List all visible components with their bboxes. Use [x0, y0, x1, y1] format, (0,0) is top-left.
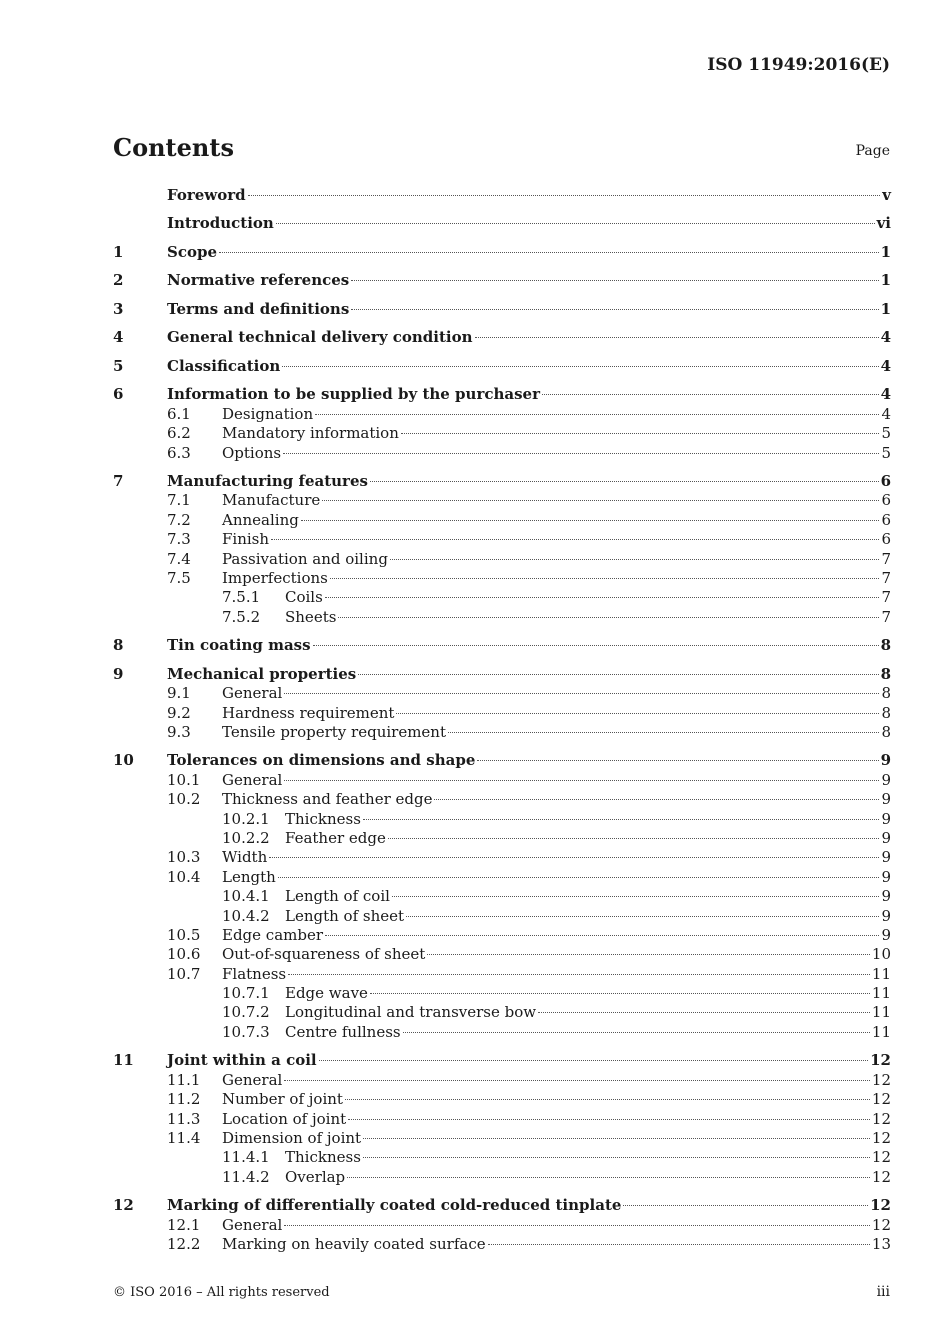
toc-entry-title: Finish — [222, 530, 270, 549]
toc-dot-leader — [448, 732, 879, 733]
toc-entry-number: 7.3 — [167, 530, 191, 549]
toc-dot-leader — [271, 539, 879, 540]
toc-entry-title: Location of joint — [222, 1109, 347, 1128]
toc-entry-title: Annealing — [222, 510, 299, 529]
toc-entry[interactable] — [113, 751, 891, 770]
toc-entry[interactable] — [113, 1023, 891, 1042]
toc-entry-number: 6 — [113, 385, 124, 404]
toc-entry-page: 13 — [871, 1234, 891, 1253]
toc-entry[interactable] — [113, 444, 891, 463]
toc-dot-leader — [406, 916, 879, 917]
toc-entry-page: 4 — [880, 356, 891, 375]
toc-entry-title: Coils — [285, 588, 323, 607]
toc-entry-title: Mandatory information — [222, 424, 399, 443]
toc-entry[interactable] — [113, 1196, 891, 1215]
toc-entry-page: 8 — [881, 703, 891, 722]
toc-dot-leader — [351, 280, 878, 281]
toc-entry-title: Joint within a coil — [167, 1051, 317, 1070]
toc-entry[interactable] — [113, 790, 891, 809]
toc-entry-number: 7.5 — [167, 569, 191, 587]
toc-entry[interactable] — [113, 472, 891, 491]
toc-entry[interactable] — [113, 1148, 891, 1167]
toc-entry-page: 4 — [880, 385, 891, 404]
toc-dot-leader — [403, 1032, 870, 1033]
toc-entry-page: 12 — [871, 1070, 891, 1089]
toc-dot-leader — [388, 838, 880, 839]
toc-entry-number: 10.4.1 — [222, 887, 270, 906]
toc-entry-page: 9 — [881, 906, 891, 925]
toc-entry-number: 9.3 — [167, 722, 191, 741]
toc-entry[interactable] — [113, 945, 891, 964]
toc-entry-page: 1 — [880, 271, 891, 290]
toc-entry-number: 10.7 — [167, 964, 201, 983]
toc-entry-number: 9.1 — [167, 684, 191, 703]
toc-entry-number: 6.1 — [167, 404, 191, 423]
toc-entry-number: 10.7.1 — [222, 984, 270, 1003]
toc-entry-title: Flatness — [222, 964, 287, 983]
toc-dot-leader — [348, 1119, 870, 1120]
toc-entry[interactable] — [113, 723, 891, 742]
toc-dot-leader — [347, 1177, 870, 1178]
toc-dot-leader — [363, 1157, 870, 1158]
toc-dot-leader — [434, 799, 879, 800]
toc-dot-leader — [542, 394, 879, 395]
toc-entry[interactable] — [113, 1071, 891, 1090]
toc-entry[interactable] — [113, 511, 891, 530]
toc-entry-title: Normative references — [167, 271, 350, 290]
toc-entry[interactable] — [113, 608, 891, 627]
toc-entry-title: General — [222, 1215, 283, 1234]
toc-entry[interactable] — [113, 965, 891, 984]
toc-entry-page: 12 — [871, 1167, 891, 1186]
toc-entry[interactable] — [113, 1168, 891, 1187]
toc-entry-page: 11 — [871, 964, 891, 983]
toc-entry-page: 12 — [871, 1148, 891, 1167]
toc-entry-title: Thickness — [285, 809, 361, 828]
toc-entry-number: 10.2.2 — [222, 828, 270, 847]
toc-entry[interactable] — [113, 1110, 891, 1129]
toc-entry-title: Designation — [222, 404, 314, 423]
toc-entry-title: Manufacture — [222, 491, 321, 510]
toc-entry-number: 10.2 — [167, 790, 201, 809]
toc-entry[interactable] — [113, 405, 891, 424]
toc-entry-page: 7 — [881, 549, 891, 568]
toc-dot-leader — [283, 453, 879, 454]
toc-entry-number: 7.1 — [167, 491, 191, 510]
toc-entry-page: 12 — [871, 1128, 891, 1147]
toc-entry-page: 12 — [870, 1196, 891, 1215]
toc-entry-number: 10.6 — [167, 945, 201, 964]
toc-entry-title: Sheets — [285, 607, 337, 626]
toc-entry-title: Edge wave — [285, 984, 368, 1003]
toc-entry-title: Options — [222, 443, 282, 462]
toc-dot-leader — [219, 252, 879, 253]
toc-entry-title: Dimension of joint — [222, 1128, 362, 1147]
toc-entry-title: Information to be supplied by the purchaser — [167, 385, 540, 404]
toc-entry-page: 9 — [881, 867, 891, 886]
toc-entry-number: 5 — [113, 356, 124, 375]
toc-entry-title: Tin coating mass — [167, 636, 311, 655]
toc-entry-number: 7 — [113, 472, 124, 491]
toc-dot-leader — [623, 1205, 868, 1206]
toc-entry-page: 9 — [880, 751, 891, 770]
toc-dot-leader — [363, 1138, 870, 1139]
toc-entry-page: 7 — [881, 607, 891, 626]
toc-entry-title: Tensile property requirement — [222, 722, 446, 741]
toc-entry-number: 10.3 — [167, 848, 201, 867]
toc-dot-leader — [325, 935, 879, 936]
toc-entry-page: 4 — [880, 328, 891, 347]
toc-entry-page: 12 — [870, 1051, 891, 1070]
toc-entry-title: Tolerances on dimensions and shape — [167, 751, 476, 770]
toc-entry-title: Length — [222, 867, 276, 886]
toc-entry[interactable] — [113, 868, 891, 887]
toc-entry[interactable] — [113, 300, 891, 319]
toc-entry-title: Hardness requirement — [222, 703, 395, 722]
toc-entry[interactable] — [113, 530, 891, 549]
toc-entry-number: 7.4 — [167, 549, 191, 568]
toc-dot-leader — [284, 780, 879, 781]
toc-dot-leader — [322, 500, 879, 501]
toc-entry-page: 8 — [881, 684, 891, 703]
toc-dot-leader — [390, 559, 880, 560]
toc-entry[interactable] — [113, 1051, 891, 1070]
toc-entry-page: 4 — [881, 404, 891, 423]
toc-entry-number: 10.4 — [167, 867, 201, 886]
document-id: ISO 11949:2016(E) — [707, 55, 890, 75]
toc-entry-title: Passivation and oiling — [222, 549, 388, 568]
toc-dot-leader — [475, 337, 879, 338]
toc-entry[interactable] — [113, 588, 891, 607]
toc-dot-leader — [315, 414, 879, 415]
toc-entry[interactable] — [113, 569, 891, 588]
toc-entry[interactable] — [113, 550, 891, 569]
toc-entry-number: 12 — [113, 1196, 134, 1215]
toc-entry-number: 2 — [113, 271, 124, 290]
toc-entry-title: General technical delivery condition — [167, 328, 473, 347]
toc-entry[interactable] — [113, 424, 891, 443]
toc-entry-title: Manufacturing features — [167, 472, 368, 491]
toc-entry-page: 8 — [880, 664, 891, 683]
toc-entry-page: 1 — [880, 242, 891, 261]
toc-entry-number: 10.2.1 — [222, 809, 270, 828]
toc-entry-page: 1 — [880, 299, 891, 318]
toc-entry-title: Edge camber — [222, 925, 324, 944]
toc-entry-number: 7.2 — [167, 510, 191, 529]
toc-entry-page: 8 — [880, 636, 891, 655]
toc-entry-number: 10.7.3 — [222, 1022, 270, 1041]
toc-dot-leader — [301, 520, 880, 521]
toc-dot-leader — [284, 1225, 870, 1226]
toc-entry[interactable] — [113, 829, 891, 848]
toc-entry[interactable] — [113, 1235, 891, 1254]
toc-entry-number: 12.1 — [167, 1215, 201, 1234]
toc-entry-number: 9.2 — [167, 703, 191, 722]
toc-entry[interactable] — [113, 926, 891, 945]
toc-entry-page: 11 — [871, 1022, 891, 1041]
table-of-contents — [113, 186, 891, 1254]
toc-entry-number: 12.2 — [167, 1234, 201, 1253]
toc-entry-page: 6 — [881, 491, 891, 510]
toc-entry-page: 6 — [881, 530, 891, 549]
toc-entry-number: 10.7.2 — [222, 1003, 270, 1022]
toc-entry[interactable] — [113, 810, 891, 829]
toc-entry-page: 7 — [881, 588, 891, 607]
toc-entry[interactable] — [113, 848, 891, 867]
toc-entry-number: 10.1 — [167, 770, 201, 789]
toc-entry-page: 12 — [871, 1090, 891, 1109]
toc-entry[interactable] — [113, 684, 891, 703]
toc-entry-page: 9 — [881, 790, 891, 809]
toc-entry[interactable] — [113, 984, 891, 1003]
toc-dot-leader — [288, 974, 870, 975]
toc-entry-page: 9 — [881, 809, 891, 828]
toc-entry[interactable] — [113, 1090, 891, 1109]
toc-entry-page: 8 — [881, 722, 891, 741]
toc-entry[interactable] — [113, 771, 891, 790]
toc-entry-page: 6 — [880, 472, 891, 491]
toc-entry-page: 5 — [881, 424, 891, 443]
toc-dot-leader — [351, 309, 878, 310]
toc-entry[interactable] — [113, 907, 891, 926]
toc-entry-number: 7.5.1 — [222, 588, 261, 607]
toc-entry-title: Overlap — [285, 1167, 346, 1186]
toc-entry-title: Centre fullness — [285, 1022, 401, 1041]
toc-entry-number: 10.5 — [167, 925, 201, 944]
toc-entry-title: Scope — [167, 242, 218, 261]
toc-entry-number: 11.4.1 — [222, 1148, 270, 1167]
toc-entry[interactable] — [113, 665, 891, 684]
toc-entry-title: Length of sheet — [285, 906, 405, 925]
toc-dot-leader — [319, 1060, 869, 1061]
toc-entry[interactable] — [113, 1216, 891, 1235]
toc-dot-leader — [363, 819, 880, 820]
toc-dot-leader — [278, 877, 880, 878]
toc-entry-number: 11.4.2 — [222, 1167, 270, 1186]
toc-dot-leader — [538, 1012, 870, 1013]
toc-entry-number: 10 — [113, 751, 134, 770]
toc-entry-page: vi — [876, 214, 891, 233]
toc-entry-title: Width — [222, 848, 268, 867]
toc-entry[interactable] — [113, 887, 891, 906]
toc-entry[interactable] — [113, 704, 891, 723]
toc-entry-page: 11 — [871, 984, 891, 1003]
toc-dot-leader — [370, 481, 879, 482]
toc-dot-leader — [396, 713, 879, 714]
toc-entry-page: 12 — [871, 1109, 891, 1128]
toc-entry-title: Thickness — [285, 1148, 361, 1167]
toc-entry-page: v — [882, 186, 891, 204]
toc-entry-title: General — [222, 1070, 283, 1089]
toc-dot-leader — [248, 195, 881, 196]
toc-entry-title: General — [222, 770, 283, 789]
toc-entry-title: Length of coil — [285, 887, 390, 906]
toc-entry-number: 11.3 — [167, 1109, 201, 1128]
toc-entry-number: 11.4 — [167, 1128, 201, 1147]
toc-entry-title: Imperfections — [222, 569, 328, 587]
toc-entry-number: 6.3 — [167, 443, 191, 462]
toc-entry-title: Mechanical properties — [167, 664, 357, 683]
toc-dot-leader — [338, 617, 879, 618]
toc-entry-title: Thickness and feather edge — [222, 790, 433, 809]
page-column-label: Page — [855, 143, 890, 159]
contents-title: Contents — [113, 133, 234, 162]
toc-entry-number: 11.2 — [167, 1090, 201, 1109]
toc-entry-page: 9 — [881, 887, 891, 906]
toc-entry-page: 9 — [881, 828, 891, 847]
toc-entry-page: 6 — [881, 510, 891, 529]
page-number: iii — [876, 1284, 890, 1300]
copyright-notice: © ISO 2016 – All rights reserved — [113, 1285, 330, 1300]
toc-entry-title: Number of joint — [222, 1090, 343, 1109]
toc-dot-leader — [358, 674, 878, 675]
toc-entry-number: 10.4.2 — [222, 906, 270, 925]
toc-dot-leader — [392, 896, 880, 897]
toc-entry-title: Feather edge — [285, 828, 386, 847]
toc-entry-title: Longitudinal and transverse bow — [285, 1003, 537, 1022]
toc-entry-title: General — [222, 684, 283, 703]
toc-entry-title: Out-of-squareness of sheet — [222, 945, 426, 964]
toc-entry[interactable] — [113, 1129, 891, 1148]
toc-entry[interactable] — [113, 243, 891, 262]
toc-dot-leader — [401, 433, 880, 434]
toc-dot-leader — [269, 857, 879, 858]
toc-entry-number: 8 — [113, 636, 124, 655]
toc-entry-page: 5 — [881, 443, 891, 462]
toc-entry-page: 7 — [881, 569, 891, 587]
toc-entry[interactable] — [113, 357, 891, 376]
toc-entry[interactable] — [113, 214, 891, 233]
toc-entry-title: Classification — [167, 356, 281, 375]
toc-entry[interactable] — [113, 271, 891, 290]
toc-dot-leader — [313, 645, 879, 646]
toc-entry-page: 9 — [881, 925, 891, 944]
toc-entry[interactable] — [113, 186, 891, 205]
toc-entry-page: 10 — [871, 945, 891, 964]
toc-entry-title: Introduction — [167, 214, 274, 233]
toc-dot-leader — [284, 693, 879, 694]
toc-entry-page: 9 — [881, 848, 891, 867]
toc-entry-title: Terms and definitions — [167, 299, 350, 318]
toc-entry-number: 11 — [113, 1051, 134, 1070]
toc-entry-title: Marking on heavily coated surface — [222, 1234, 486, 1253]
toc-entry-number: 9 — [113, 664, 124, 683]
toc-dot-leader — [488, 1244, 870, 1245]
toc-entry-number: 6.2 — [167, 424, 191, 443]
toc-dot-leader — [370, 993, 870, 994]
toc-entry-number: 7.5.2 — [222, 607, 261, 626]
toc-dot-leader — [325, 597, 880, 598]
toc-entry-number: 11.1 — [167, 1070, 201, 1089]
toc-entry[interactable] — [113, 385, 891, 404]
toc-entry-page: 9 — [881, 770, 891, 789]
toc-dot-leader — [282, 366, 878, 367]
toc-entry-title: Foreword — [167, 186, 246, 204]
toc-entry-page: 12 — [871, 1215, 891, 1234]
toc-entry-number: 4 — [113, 328, 124, 347]
toc-dot-leader — [276, 223, 875, 224]
toc-dot-leader — [345, 1099, 870, 1100]
toc-dot-leader — [477, 760, 878, 761]
toc-entry-number: 1 — [113, 242, 124, 261]
toc-entry[interactable] — [113, 636, 891, 655]
toc-entry[interactable] — [113, 1003, 891, 1022]
toc-entry[interactable] — [113, 491, 891, 510]
toc-entry-number: 3 — [113, 299, 124, 318]
toc-dot-leader — [427, 954, 870, 955]
toc-entry[interactable] — [113, 328, 891, 347]
toc-entry-title: Marking of differentially coated cold-reduced tinplate — [167, 1196, 622, 1215]
toc-entry-page: 11 — [871, 1003, 891, 1022]
toc-dot-leader — [284, 1080, 870, 1081]
toc-dot-leader — [330, 578, 880, 579]
